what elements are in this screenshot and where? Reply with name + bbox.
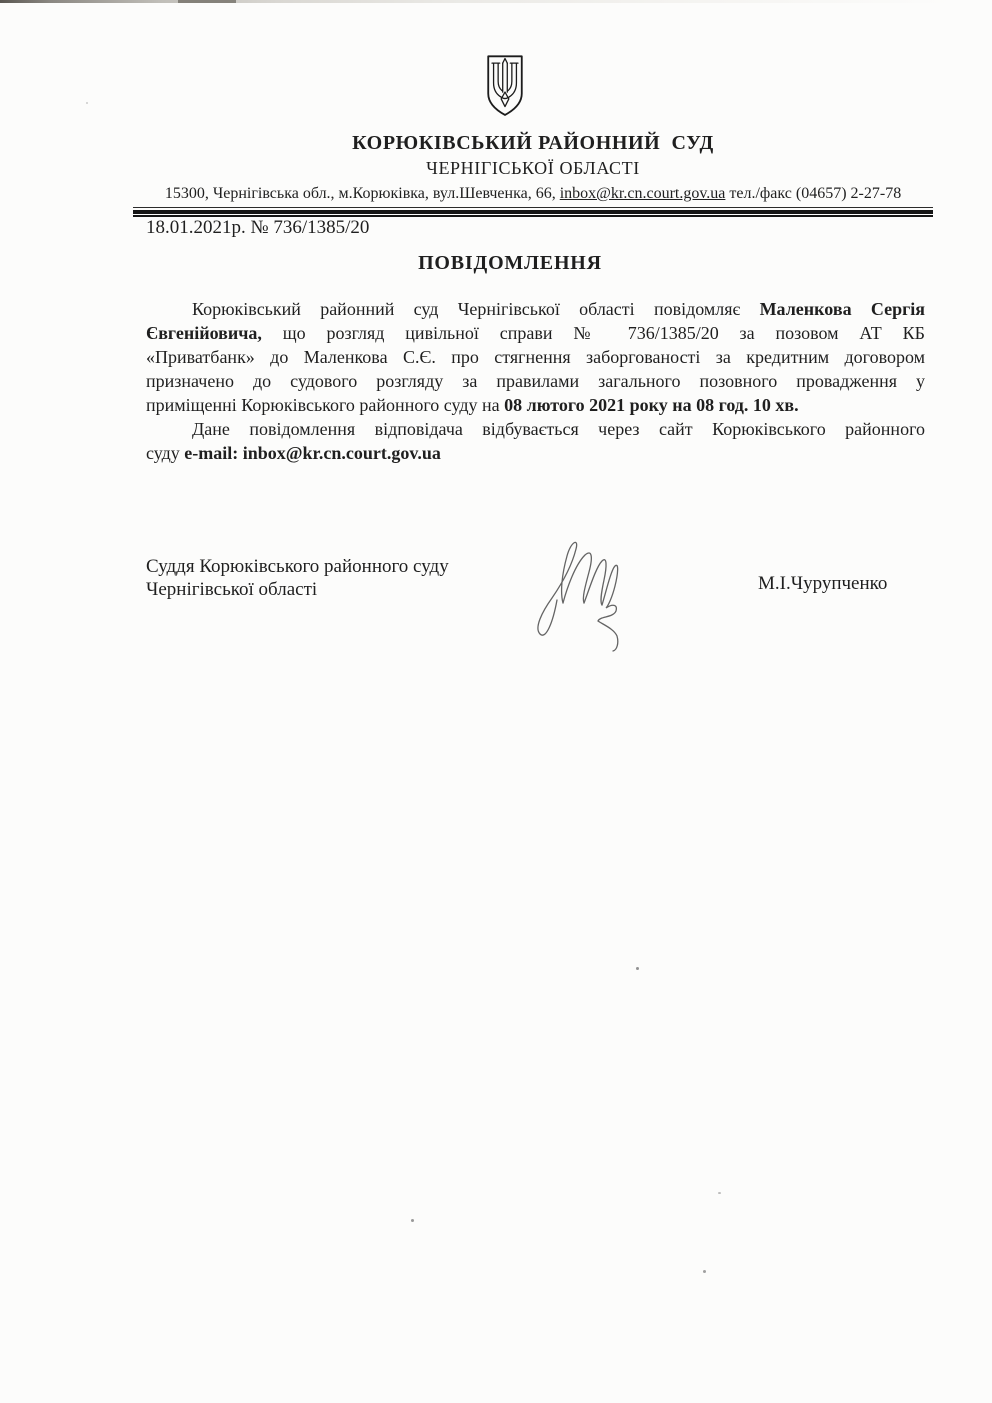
paragraph1-line5: приміщенні Корюківського районного суду на 08 лютого 2021 року на 08 год. 10 хв. (146, 395, 799, 415)
judge-role-line2: Чернігівської області (146, 579, 318, 600)
scan-speck (86, 102, 88, 104)
scan-speck (411, 1219, 414, 1222)
letterhead-address-line (133, 184, 933, 208)
hearing-datetime-bold: 08 лютого 2021 року на 08 год. 10 хв. (504, 395, 799, 415)
court-name-heading: КОРЮКІВСЬКИЙ РАЙОННИЙ СУД (352, 132, 714, 154)
court-region-heading: ЧЕРНІГІСЬКОЇ ОБЛАСТІ (426, 158, 640, 178)
scanner-edge-artifact (0, 0, 992, 3)
paragraph1-line4: призначено до судового розгляду за правилами загального позовного провадження у (146, 371, 925, 391)
ukraine-trident-emblem-icon (482, 54, 528, 118)
letterhead-rule-thick (133, 210, 933, 214)
paragraph1-line3: «Приватбанк» до Маленкова С.Є. про стягнення заборгованості за кредитним договором (146, 347, 925, 367)
judge-name: М.І.Чурупченко (758, 573, 888, 594)
scanner-edge-artifact-blob (178, 0, 236, 3)
address-text: 15300, Чернігівська обл., м.Корюківка, вул.Шевченка, 66, (164, 185, 560, 202)
judge-role-line1: Суддя Корюківського районного суду (146, 556, 449, 577)
letter-body (146, 297, 925, 465)
defendant-name-bold: Євгенійовича, (146, 323, 262, 343)
paragraph1-line1: Корюківський районний суд Чернігівської області повідомляє Маленкова Сергія (192, 299, 925, 319)
phone-fax-text: тел./факс (04657) 2-27-78 (725, 185, 902, 202)
scan-speck (718, 1192, 721, 1194)
scan-speck (703, 1270, 706, 1273)
scan-speck (636, 967, 639, 970)
handwritten-signature-icon (528, 533, 643, 658)
paragraph2-line1: Дане повідомлення відповідача відбувається через сайт Корюківського районного (192, 419, 925, 439)
date-and-case-number: 18.01.2021р. № 736/1385/20 (146, 217, 370, 238)
court-email-bold: e-mail: inbox@kr.cn.court.gov.ua (184, 443, 441, 463)
paragraph2-line2: суду e-mail: inbox@kr.cn.court.gov.ua (146, 443, 441, 463)
paragraph1-line2: Євгенійовича, що розгляд цивільної справи № 736/1385/20 за позовом АТ КБ (146, 323, 925, 343)
judge-role-block (146, 555, 449, 601)
defendant-name-bold: Маленкова Сергія (759, 299, 925, 319)
document-title: ПОВІДОМЛЕННЯ (418, 252, 602, 274)
court-email-text: inbox@kr.cn.court.gov.ua (559, 185, 726, 202)
